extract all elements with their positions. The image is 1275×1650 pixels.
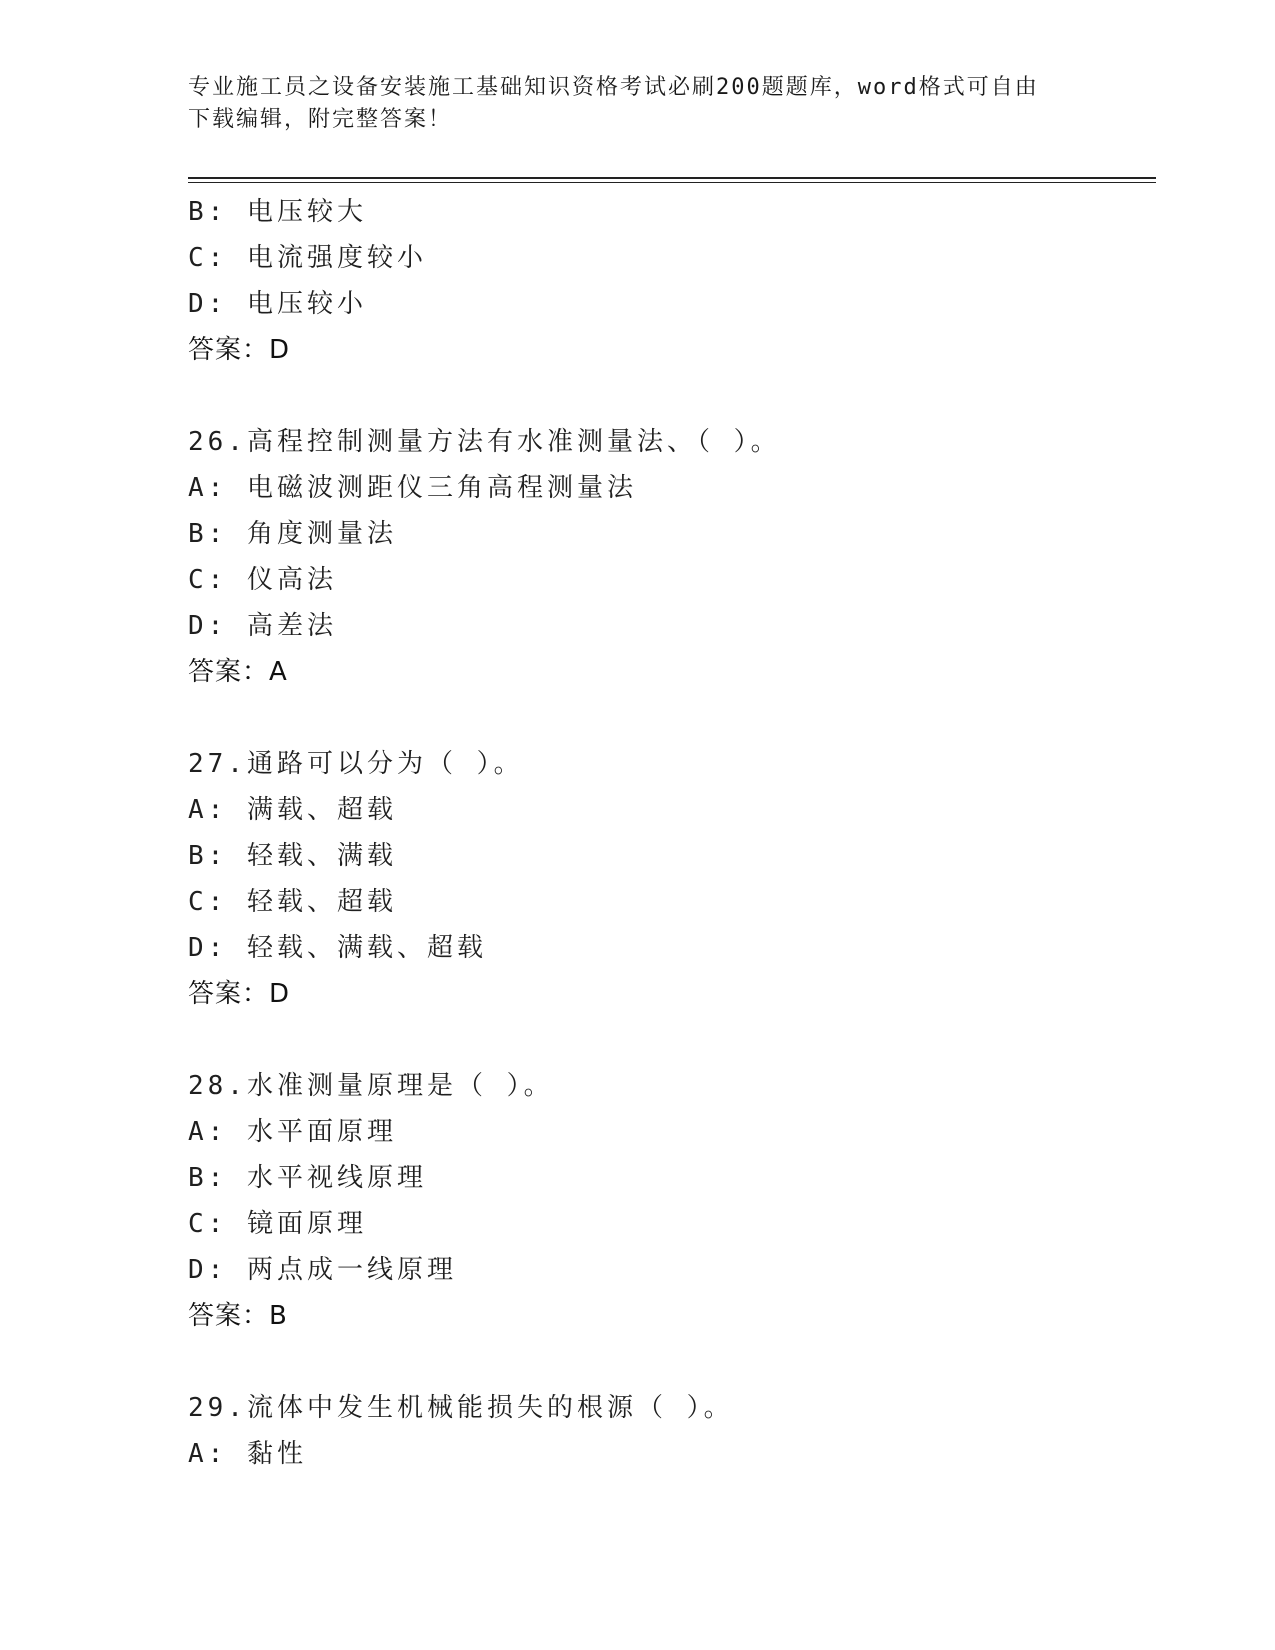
option-c: C: 镜面原理: [188, 1209, 367, 1239]
question-stem: 27.通路可以分为（ ）。: [188, 749, 524, 779]
question-block-28: [188, 1063, 1156, 1339]
option-d: D: 轻载、满载、超载: [188, 933, 487, 963]
option-b: B: 电压较大: [188, 197, 367, 227]
answer-line: 答案：D: [188, 335, 291, 365]
question-stem: 26.高程控制测量方法有水准测量法、（ ）。: [188, 427, 781, 457]
spacer: [188, 695, 1156, 741]
option-a: A: 满载、超载: [188, 795, 397, 825]
answer-line: 答案：B: [188, 1301, 288, 1331]
document-header: [188, 72, 1078, 136]
option-b: B: 轻载、满载: [188, 841, 397, 871]
answer-line: 答案：A: [188, 657, 288, 687]
question-stem: 28.水准测量原理是（ ）。: [188, 1071, 554, 1101]
option-b: B: 水平视线原理: [188, 1163, 427, 1193]
option-b: B: 角度测量法: [188, 519, 397, 549]
option-c: C: 电流强度较小: [188, 243, 427, 273]
option-c: C: 轻载、超载: [188, 887, 397, 917]
question-stem: 29.流体中发生机械能损失的根源（ ）。: [188, 1393, 734, 1423]
option-d: D: 电压较小: [188, 289, 367, 319]
option-a: A: 水平面原理: [188, 1117, 397, 1147]
header-divider: [188, 177, 1156, 183]
question-block-29: [188, 1385, 1156, 1477]
option-d: D: 高差法: [188, 611, 337, 641]
option-c: C: 仪高法: [188, 565, 337, 595]
answer-line: 答案：D: [188, 979, 291, 1009]
spacer: [188, 1339, 1156, 1385]
question-block-27: [188, 741, 1156, 1017]
question-list: [188, 189, 1156, 1477]
spacer: [188, 373, 1156, 419]
header-title-line-2: 下载编辑，附完整答案！: [188, 107, 453, 132]
question-block-26: [188, 419, 1156, 695]
header-title-line-1: 专业施工员之设备安装施工基础知识资格考试必刷200题题库，word格式可自由: [188, 75, 1039, 100]
option-a: A: 电磁波测距仪三角高程测量法: [188, 473, 637, 503]
question-block-continued: [188, 189, 1156, 373]
spacer: [188, 1017, 1156, 1063]
option-d: D: 两点成一线原理: [188, 1255, 457, 1285]
option-a: A: 黏性: [188, 1439, 307, 1469]
